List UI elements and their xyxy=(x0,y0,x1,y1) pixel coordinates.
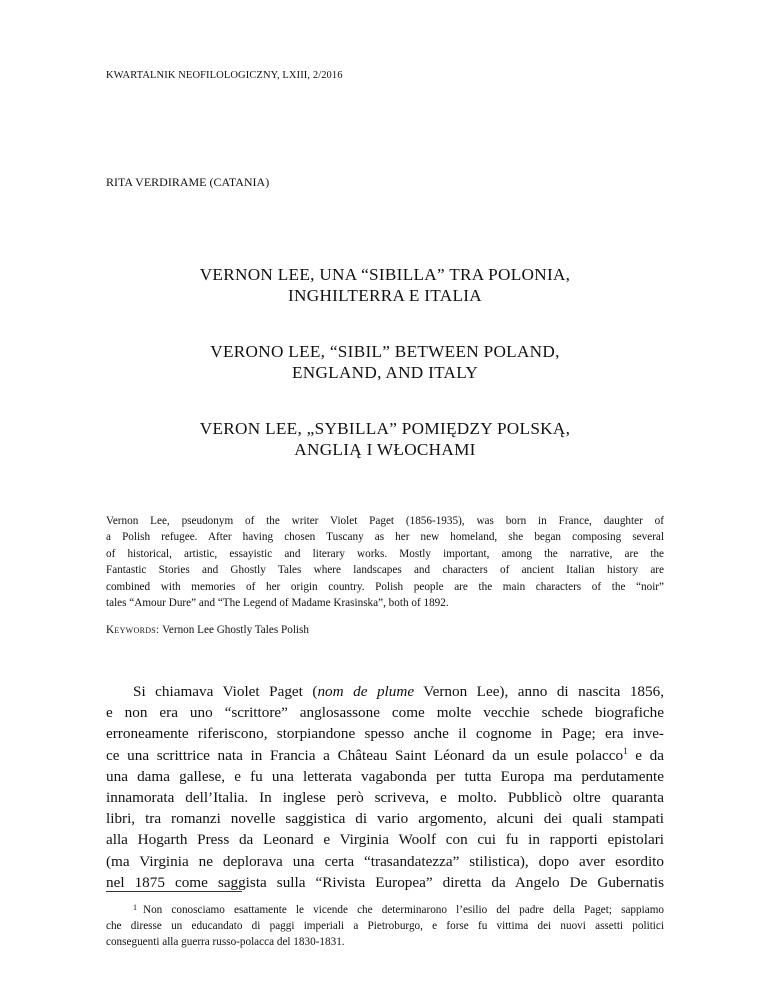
title-english xyxy=(106,341,664,383)
title-english-line-1: VERONO LEE, “SIBIL” BETWEEN POLAND, xyxy=(210,342,560,361)
footnote-text-segment: Non conosciamo esattamente le vicende che determinarono l’esilio del padre della Paget; sappiamo xyxy=(143,904,664,916)
title-italian-line-1: VERNON LEE, UNA “SIBILLA” TRA POLONIA, xyxy=(199,265,571,284)
body-line: (ma Virginia ne deplorava una certa “trasandatezza” stilistica), dopo aver esordito xyxy=(106,852,664,870)
body-line: erroneamente riferiscono, storpiandone spesso anche il cognome in Page; era inve- xyxy=(106,725,664,743)
journal-header: KWARTALNIK NEOFILOLOGICZNY, LXIII, 2/2016 xyxy=(106,70,343,81)
footnote-line: conseguenti alla guerra russo-polacca del 1830-1831. xyxy=(106,936,345,949)
body-line: nel 1875 come saggista sulla “Rivista Europea” diretta da Angelo De Gubernatis xyxy=(106,873,664,891)
title-italian xyxy=(106,264,664,306)
body-text-segment: Vernon Lee), anno di nascita 1856, xyxy=(414,683,664,700)
body-line xyxy=(106,745,664,766)
title-italian-line-2: INGHILTERRA E ITALIA xyxy=(288,286,482,305)
body-text-segment: e da xyxy=(627,746,664,764)
body-line: e non era uno “scrittore” anglosassone come molte vecchie schede biografiche xyxy=(106,704,664,722)
abstract xyxy=(106,513,664,611)
title-polish xyxy=(106,418,664,460)
title-polish-line-2: ANGLIĄ I WŁOCHAMI xyxy=(294,440,476,459)
body-text-segment: ce una scrittrice nata in Francia a Château Saint Léonard da un esule polacco xyxy=(106,746,624,764)
abstract-line: Vernon Lee, pseudonym of the writer Violet Paget (1856-1935), was born in France, daughter of xyxy=(106,515,664,527)
keywords xyxy=(106,624,309,636)
footnote-divider xyxy=(106,891,242,892)
abstract-line: Fantastic Stories and Ghostly Tales where landscapes and characters of ancient Italian history are xyxy=(106,564,664,577)
body-line: innamorata dell’Italia. In inglese però scriveva, e molto. Pubblicò oltre quaranta xyxy=(106,789,664,807)
abstract-line: combined with memories of her origin country. Polish people are the main characters of the “noir” xyxy=(106,580,664,593)
body-line: una dama gallese, e fu una letterata vagabonda per tutta Europa ma perdutamente xyxy=(106,767,664,785)
footnote-number: 1 xyxy=(133,903,137,912)
footnote-line: che diresse un educandato di paggi imperiali a Pietroburgo, e forse fu vittima dei nuovi assetti politici xyxy=(106,920,664,933)
footnote-reference[interactable]: 1 xyxy=(623,745,628,756)
body-text-segment: Si chiamava Violet Paget ( xyxy=(133,683,318,700)
keywords-value: Vernon Lee Ghostly Tales Polish xyxy=(162,624,309,636)
abstract-line: a Polish refugee. After having chosen Tuscany as her new homeland, she began composing several xyxy=(106,531,664,544)
abstract-line: of historical, artistic, essayistic and literary works. Mostly important, among the narrative, are the xyxy=(106,547,664,560)
keywords-label: Keywords: xyxy=(106,624,160,636)
title-english-line-2: ENGLAND, AND ITALY xyxy=(291,363,479,382)
body-line xyxy=(106,681,664,702)
body-line: alla Hogarth Press da Leonard e Virginia Woolf con cui fu in rapporti epistolari xyxy=(106,831,664,849)
body-italic-term: nom de plume xyxy=(317,683,415,700)
title-polish-line-1: VERON LEE, „SYBILLA” POMIĘDZY POLSKĄ, xyxy=(199,419,571,438)
abstract-line: tales “Amour Dure” and “The Legend of Madame Krasinska”, both of 1892. xyxy=(106,597,449,610)
body-line: libri, tra romanzi novelle saggistica di vario argomento, alcuni dei quali stampati xyxy=(106,810,664,828)
footnote-line xyxy=(106,900,664,918)
author-line: RITA VERDIRAME (CATANIA) xyxy=(106,175,270,189)
footnote xyxy=(106,900,664,951)
body-paragraph xyxy=(106,681,664,893)
